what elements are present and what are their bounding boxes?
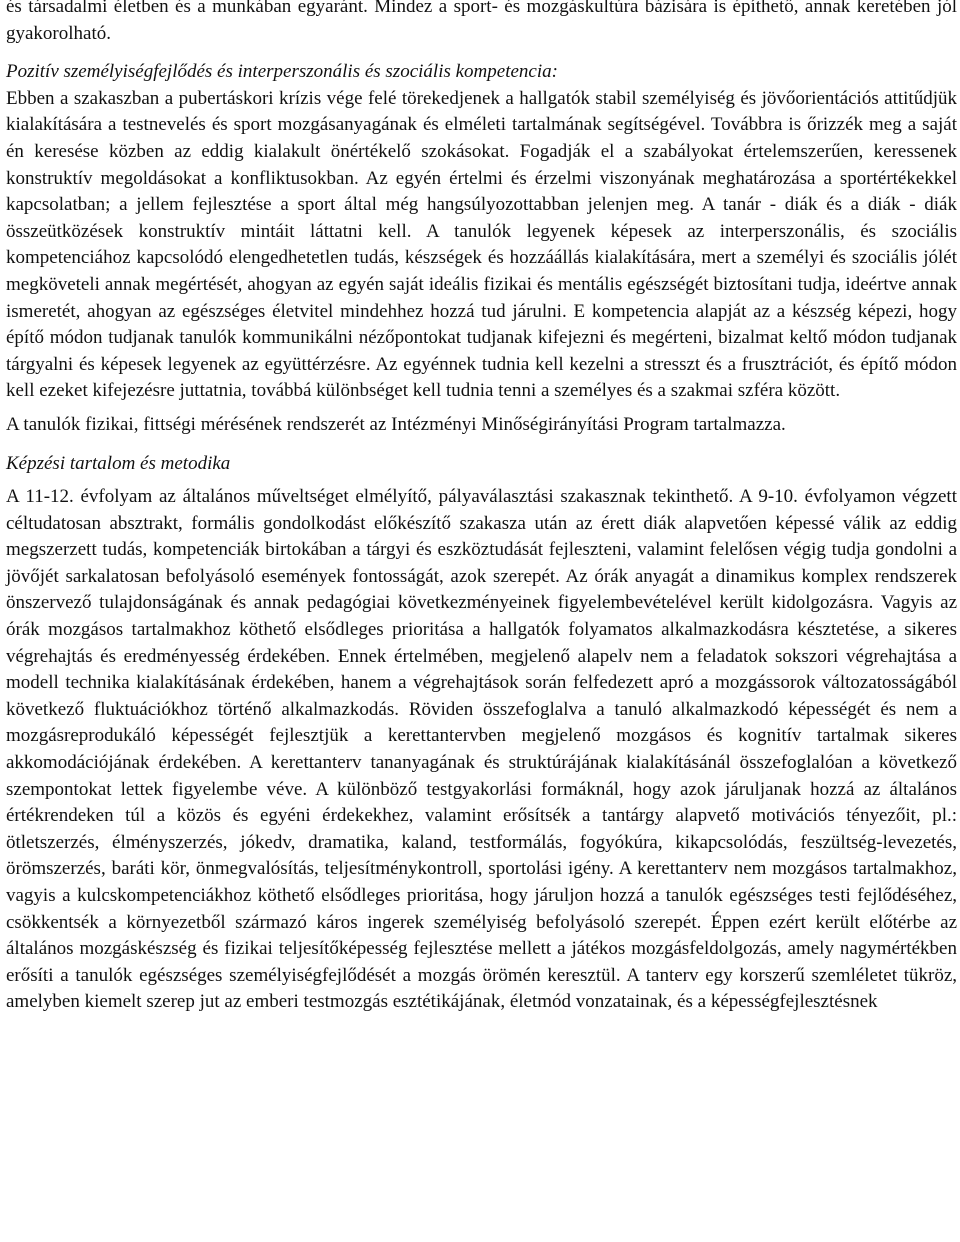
personality-paragraph: Ebben a szakaszban a pubertáskori krízis vége felé törekedjenek a hallgatók stabil személyiség és jövőorientációs attitűdjük kialakítására a testnevelés és sport mozgásanyagának és elméleti tartalmának segítségével. Továbbra is őrizzék meg a saját én keresése közben az eddig kialakult önértékelő szokásokat. Fogadják el a szabályokat értelemszerűen, keressenek konstruktív megoldásokat a konfliktusokban. Az egyén értelmi és érzelmi viszonyának meghatározása a sportértékekkel kapcsolatban; a jellem fejlesztése a sport által még hangsúlyozottabban jelenjen meg. A tanár - diák és a diák - diák összeütközések konstruktív mintáit láttatni kell. A tanulók legyenek képesek az interperszonális, és szociális kompetenciához kapcsolódó elengedhetetlen tudás, készségek és hozzáállás kialakítására, mert a személyi és szociális jólét megköveteli annak megértését, ahogyan az egyén saját ideális fizikai és mentális egészségét biztosítani tudja, ideértve annak ismeretét, ahogyan az egészséges életvitel mindehhez hozzá tud járulni. E kompetencia alapját az a készség képezi, hogy építő módon tudjanak tanulók kommunikálni nézőpontokat tudjanak kifejezni és megérteni, bizalmat keltő módon tudjanak tárgyalni és képesek legyenek az együttérzésre. Az egyénnek tudnia kell kezelni a stresszt és a frusztrációt, és építő módon kell ezeket kifejezésre juttatnia, továbbá különbséget kell tudnia tenni a személyes és a szakmai szféra között.	[6, 87, 957, 402]
content-paragraph: A 11-12. évfolyam az általános műveltséget elmélyítő, pályaválasztási szakasznak tekinthető. A 9-10. évfolyamon végzett céltudatosan absztrakt, formális gondolkodást előkészítő szakasza után az érett diák alapvetően képessé válik az eddig megszerzett tudás, kompetenciák birtokában a tárgyi és eszköztudását fejleszteni, valamint felelősen végig tudja gondolni a jövőjét sarkalatosan befolyásoló események fontosságát, azok szerepét. Az órák anyagát a dinamikus komplex rendszerek önszervező tulajdonságának és annak pedagógiai következményeinek figyelembevételével került kidolgozásra. Vagyis az órák mozgásos tartalmakhoz köthető elsődleges prioritása a hallgatók folyamatos alkalmazkodásra késztetése, a sikeres végrehajtás és eredményesség érdekében. Ennek értelmében, megjelenő alapelv nem a feladatok sokszori végrehajtása a modell technika kialakításának érdekében, hanem a végrehajtások során felfedezett apró a mozgássorok változatosságából következő fluktuációkhoz történő alkalmazkodás. Röviden összefoglalva a tanuló alkalmazkodó képességét és nem a mozgásreprodukáló képességét fejlesztjük a kerettantervben megjelenő mozgásos és kognitív tartalmak sikeres akkomodációjának érdekében. A kerettanterv tananyagának és struktúrájának kialakításánál összefoglalóan a következő szempontokat lettek figyelembe véve. A különböző testgyakorlási formáknál, hogy azok járuljanak hozzá az általános értékrendeken túl a közös és egyéni érdekekhez, valamint erősítsék a tantárgy alapvető motivációs tényezőit, pl.: ötletszerzés, élményszerzés, jókedv, dramatika, kaland, testformálás, fogyókúra, kikapcsolódás, feszültség-levezetés, örömszerzés, baráti kör, önmegvalósítás, teljesítménykontroll, sportolási igény. A kerettanterv nem mozgásos tartalmakhoz, vagyis a kulcskompetenciákhoz köthető elsődleges prioritása, hogy járuljon hozzá a tanulók egészséges testi fejlődéséhez, csökkentsék a környezetből származó káros ingerek személyiség befolyásoló szerepét. Éppen ezért került előtérbe az általános mozgáskészség és fizikai teljesítőképesség fejlesztése mellett a játékos mozgásfeldolgozás, amely nagymértékben erősíti a tanulók egészséges személyiségfejlődését a mozgás örömén keresztül. A tanterv egy korszerű szemléletet tükröz, amelyben kiemelt szerep jut az emberi testmozgás esztétikájának, életmód vonzatainak, és a képességfejlesztésnek	[6, 486, 957, 1013]
intro-paragraph: és társadalmi életben és a munkában egyaránt. Mindez a sport- és mozgáskultúra bázisára is építhető, annak keretében jól gyakorolható.	[6, 0, 957, 44]
section-heading-personality: Pozitív személyiségfejlődés és interperszonális és szociális kompetencia:	[6, 61, 558, 83]
section-heading-content: Képzési tartalom és metodika	[6, 452, 231, 474]
fitness-note-paragraph: A tanulók fizikai, fittségi mérésének rendszerét az Intézményi Minőségirányítási Program tartalmazza.	[6, 413, 786, 435]
